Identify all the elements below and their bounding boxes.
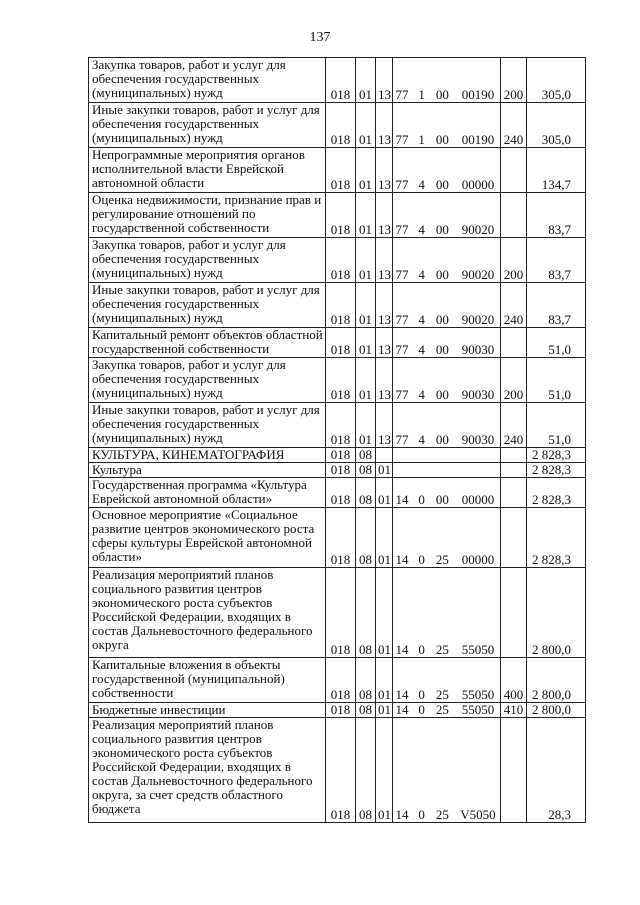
program-code-part: 1: [418, 87, 425, 102]
subsection-code: 01: [376, 508, 393, 568]
expense-type-code: [501, 328, 527, 358]
amount: 2 828,3: [527, 478, 586, 508]
section-code: 01: [356, 193, 376, 238]
row-name: Культура: [89, 463, 326, 478]
table-row: [89, 403, 586, 448]
subsection-code: 13: [376, 148, 393, 193]
program-code-part: 4: [418, 312, 425, 327]
amount: 305,0: [527, 58, 586, 103]
expense-type-code: [501, 718, 527, 823]
section-code: 01: [356, 328, 376, 358]
program-code: [393, 703, 501, 718]
row-name: Основное мероприятие «Социальное развитие центров экономического роста сферы культуры Еврейской автономной области»: [89, 508, 326, 568]
program-code: [393, 238, 501, 283]
program-code-part: 14: [395, 492, 409, 507]
amount: 2 800,0: [527, 568, 586, 658]
program-code-part: 77: [395, 267, 409, 282]
expense-type-code: 200: [501, 238, 527, 283]
expense-type-code: 240: [501, 283, 527, 328]
row-name: Капитальный ремонт объектов областной государственной собственности: [89, 328, 326, 358]
table-row: [89, 238, 586, 283]
expense-type-code: [501, 448, 527, 463]
section-code: 08: [356, 718, 376, 823]
program-code-part: 25: [435, 702, 449, 717]
row-name: Иные закупки товаров, работ и услуг для обеспечения государственных (муниципальных) нужд: [89, 283, 326, 328]
row-name: Реализация мероприятий планов социального развития центров экономического роста субъектов Российской Федерации, входящих в состав Дальневосточного федерального округа: [89, 568, 326, 658]
section-code: 08: [356, 703, 376, 718]
amount: 134,7: [527, 148, 586, 193]
program-code: [393, 448, 501, 463]
expense-type-code: [501, 568, 527, 658]
amount: 51,0: [527, 403, 586, 448]
expense-type-code: [501, 478, 527, 508]
expense-type-code: [501, 463, 527, 478]
ved-code: 018: [326, 238, 356, 283]
subsection-code: 13: [376, 103, 393, 148]
program-code-part: 00: [435, 222, 449, 237]
table-row: [89, 193, 586, 238]
section-code: 01: [356, 403, 376, 448]
subsection-code: 01: [376, 478, 393, 508]
program-code-part: 00: [435, 492, 449, 507]
page-number: 137: [309, 30, 331, 45]
row-name: Государственная программа «Культура Еврейской автономной области»: [89, 478, 326, 508]
program-code-part: 00000: [461, 552, 495, 567]
section-code: 01: [356, 238, 376, 283]
expense-type-code: 400: [501, 658, 527, 703]
program-code-part: 00: [435, 87, 449, 102]
section-code: 01: [356, 103, 376, 148]
amount: 2 800,0: [527, 658, 586, 703]
expense-type-code: [501, 193, 527, 238]
program-code-part: 25: [435, 642, 449, 657]
expense-type-code: 200: [501, 358, 527, 403]
program-code-part: 14: [395, 807, 409, 822]
table-row: [89, 148, 586, 193]
program-code-part: 4: [418, 177, 425, 192]
program-code-part: 00190: [461, 132, 495, 147]
ved-code: 018: [326, 568, 356, 658]
program-code: [393, 103, 501, 148]
subsection-code: 13: [376, 358, 393, 403]
ved-code: 018: [326, 58, 356, 103]
program-code-part: 55050: [461, 687, 495, 702]
row-name: Закупка товаров, работ и услуг для обеспечения государственных (муниципальных) нужд: [89, 238, 326, 283]
program-code-part: 77: [395, 177, 409, 192]
section-code: 01: [356, 283, 376, 328]
program-code-part: 00: [435, 267, 449, 282]
subsection-code: 13: [376, 58, 393, 103]
program-code-part: 00: [435, 177, 449, 192]
program-code-part: 00000: [461, 177, 495, 192]
amount: 28,3: [527, 718, 586, 823]
program-code-part: 00: [435, 432, 449, 447]
program-code-part: 25: [435, 807, 449, 822]
row-name: Бюджетные инвестиции: [89, 703, 326, 718]
ved-code: 018: [326, 283, 356, 328]
table-row: [89, 448, 586, 463]
program-code: [393, 478, 501, 508]
row-name: Капитальные вложения в объекты государственной (муниципальной) собственности: [89, 658, 326, 703]
ved-code: 018: [326, 148, 356, 193]
program-code-part: 55050: [461, 702, 495, 717]
program-code: [393, 358, 501, 403]
table-row: [89, 328, 586, 358]
amount: 83,7: [527, 193, 586, 238]
program-code-part: 77: [395, 432, 409, 447]
program-code: [393, 508, 501, 568]
program-code-part: 14: [395, 687, 409, 702]
program-code-part: 77: [395, 342, 409, 357]
program-code-part: 90030: [461, 342, 495, 357]
subsection-code: 13: [376, 193, 393, 238]
program-code-part: 77: [395, 87, 409, 102]
amount: 51,0: [527, 358, 586, 403]
program-code-part: 90020: [461, 267, 495, 282]
program-code: [393, 328, 501, 358]
program-code-part: 25: [435, 687, 449, 702]
program-code: [393, 283, 501, 328]
table-body: [89, 58, 586, 823]
program-code-part: 0: [418, 492, 425, 507]
section-code: 01: [356, 148, 376, 193]
amount: 305,0: [527, 103, 586, 148]
program-code-part: V5050: [460, 807, 496, 822]
section-code: 08: [356, 568, 376, 658]
row-name: Непрограммные мероприятия органов исполнительной власти Еврейской автономной области: [89, 148, 326, 193]
ved-code: 018: [326, 658, 356, 703]
program-code-part: 77: [395, 132, 409, 147]
program-code-part: 90020: [461, 312, 495, 327]
expense-type-code: 200: [501, 58, 527, 103]
row-name: Закупка товаров, работ и услуг для обеспечения государственных (муниципальных) нужд: [89, 358, 326, 403]
table-row: [89, 463, 586, 478]
table-row: [89, 58, 586, 103]
program-code-part: 90030: [461, 432, 495, 447]
program-code-part: 4: [418, 342, 425, 357]
subsection-code: 13: [376, 283, 393, 328]
expense-type-code: [501, 148, 527, 193]
subsection-code: 13: [376, 238, 393, 283]
program-code-part: 0: [418, 687, 425, 702]
table-row: [89, 103, 586, 148]
row-name: Закупка товаров, работ и услуг для обеспечения государственных (муниципальных) нужд: [89, 58, 326, 103]
subsection-code: 13: [376, 403, 393, 448]
section-code: 08: [356, 508, 376, 568]
row-name: Реализация мероприятий планов социального развития центров экономического роста субъектов Российской Федерации, входящих в состав Дальневосточного федерального округа, за счет средств областного бюджета: [89, 718, 326, 823]
program-code-part: 00: [435, 132, 449, 147]
amount: 2 828,3: [527, 463, 586, 478]
ved-code: 018: [326, 703, 356, 718]
program-code-part: 0: [418, 807, 425, 822]
ved-code: 018: [326, 718, 356, 823]
table-row: [89, 568, 586, 658]
program-code-part: 4: [418, 432, 425, 447]
table-row: [89, 718, 586, 823]
subsection-code: [376, 448, 393, 463]
program-code-part: 00000: [461, 492, 495, 507]
program-code-part: 00: [435, 312, 449, 327]
amount: 51,0: [527, 328, 586, 358]
program-code-part: 00: [435, 387, 449, 402]
ved-code: 018: [326, 403, 356, 448]
program-code-part: 55050: [461, 642, 495, 657]
program-code-part: 00: [435, 342, 449, 357]
table-row: [89, 478, 586, 508]
table-row: [89, 658, 586, 703]
expense-type-code: 240: [501, 103, 527, 148]
program-code: [393, 718, 501, 823]
section-code: 01: [356, 58, 376, 103]
program-code-part: 0: [418, 552, 425, 567]
section-code: 08: [356, 658, 376, 703]
subsection-code: 01: [376, 718, 393, 823]
row-name: Иные закупки товаров, работ и услуг для обеспечения государственных (муниципальных) нужд: [89, 403, 326, 448]
section-code: 08: [356, 463, 376, 478]
program-code-part: 77: [395, 312, 409, 327]
program-code-part: 25: [435, 552, 449, 567]
amount: 2 828,3: [527, 448, 586, 463]
subsection-code: 13: [376, 328, 393, 358]
program-code: [393, 193, 501, 238]
section-code: 08: [356, 478, 376, 508]
budget-table: [88, 57, 586, 823]
row-name: Оценка недвижимости, признание прав и регулирование отношений по государственной собственности: [89, 193, 326, 238]
program-code-part: 0: [418, 642, 425, 657]
program-code-part: 1: [418, 132, 425, 147]
subsection-code: 01: [376, 463, 393, 478]
ved-code: 018: [326, 103, 356, 148]
expense-type-code: 410: [501, 703, 527, 718]
program-code-part: 90020: [461, 222, 495, 237]
table-row: [89, 358, 586, 403]
ved-code: 018: [326, 463, 356, 478]
row-name: КУЛЬТУРА, КИНЕМАТОГРАФИЯ: [89, 448, 326, 463]
amount: 83,7: [527, 238, 586, 283]
table-row: [89, 703, 586, 718]
row-name: Иные закупки товаров, работ и услуг для обеспечения государственных (муниципальных) нужд: [89, 103, 326, 148]
subsection-code: 01: [376, 658, 393, 703]
section-code: 08: [356, 448, 376, 463]
table-row: [89, 283, 586, 328]
program-code: [393, 463, 501, 478]
program-code-part: 77: [395, 222, 409, 237]
program-code-part: 14: [395, 642, 409, 657]
program-code-part: 0: [418, 702, 425, 717]
program-code-part: 4: [418, 267, 425, 282]
amount: 83,7: [527, 283, 586, 328]
ved-code: 018: [326, 448, 356, 463]
subsection-code: 01: [376, 568, 393, 658]
ved-code: 018: [326, 478, 356, 508]
program-code-part: 4: [418, 222, 425, 237]
program-code: [393, 58, 501, 103]
ved-code: 018: [326, 358, 356, 403]
program-code: [393, 403, 501, 448]
expense-type-code: [501, 508, 527, 568]
subsection-code: 01: [376, 703, 393, 718]
ved-code: 018: [326, 328, 356, 358]
program-code: [393, 148, 501, 193]
amount: 2 828,3: [527, 508, 586, 568]
ved-code: 018: [326, 508, 356, 568]
table-row: [89, 508, 586, 568]
program-code: [393, 658, 501, 703]
program-code-part: 90030: [461, 387, 495, 402]
section-code: 01: [356, 358, 376, 403]
ved-code: 018: [326, 193, 356, 238]
expense-type-code: 240: [501, 403, 527, 448]
program-code-part: 14: [395, 702, 409, 717]
program-code: [393, 568, 501, 658]
program-code-part: 14: [395, 552, 409, 567]
program-code-part: 4: [418, 387, 425, 402]
program-code-part: 77: [395, 387, 409, 402]
program-code-part: 00190: [461, 87, 495, 102]
amount: 2 800,0: [527, 703, 586, 718]
